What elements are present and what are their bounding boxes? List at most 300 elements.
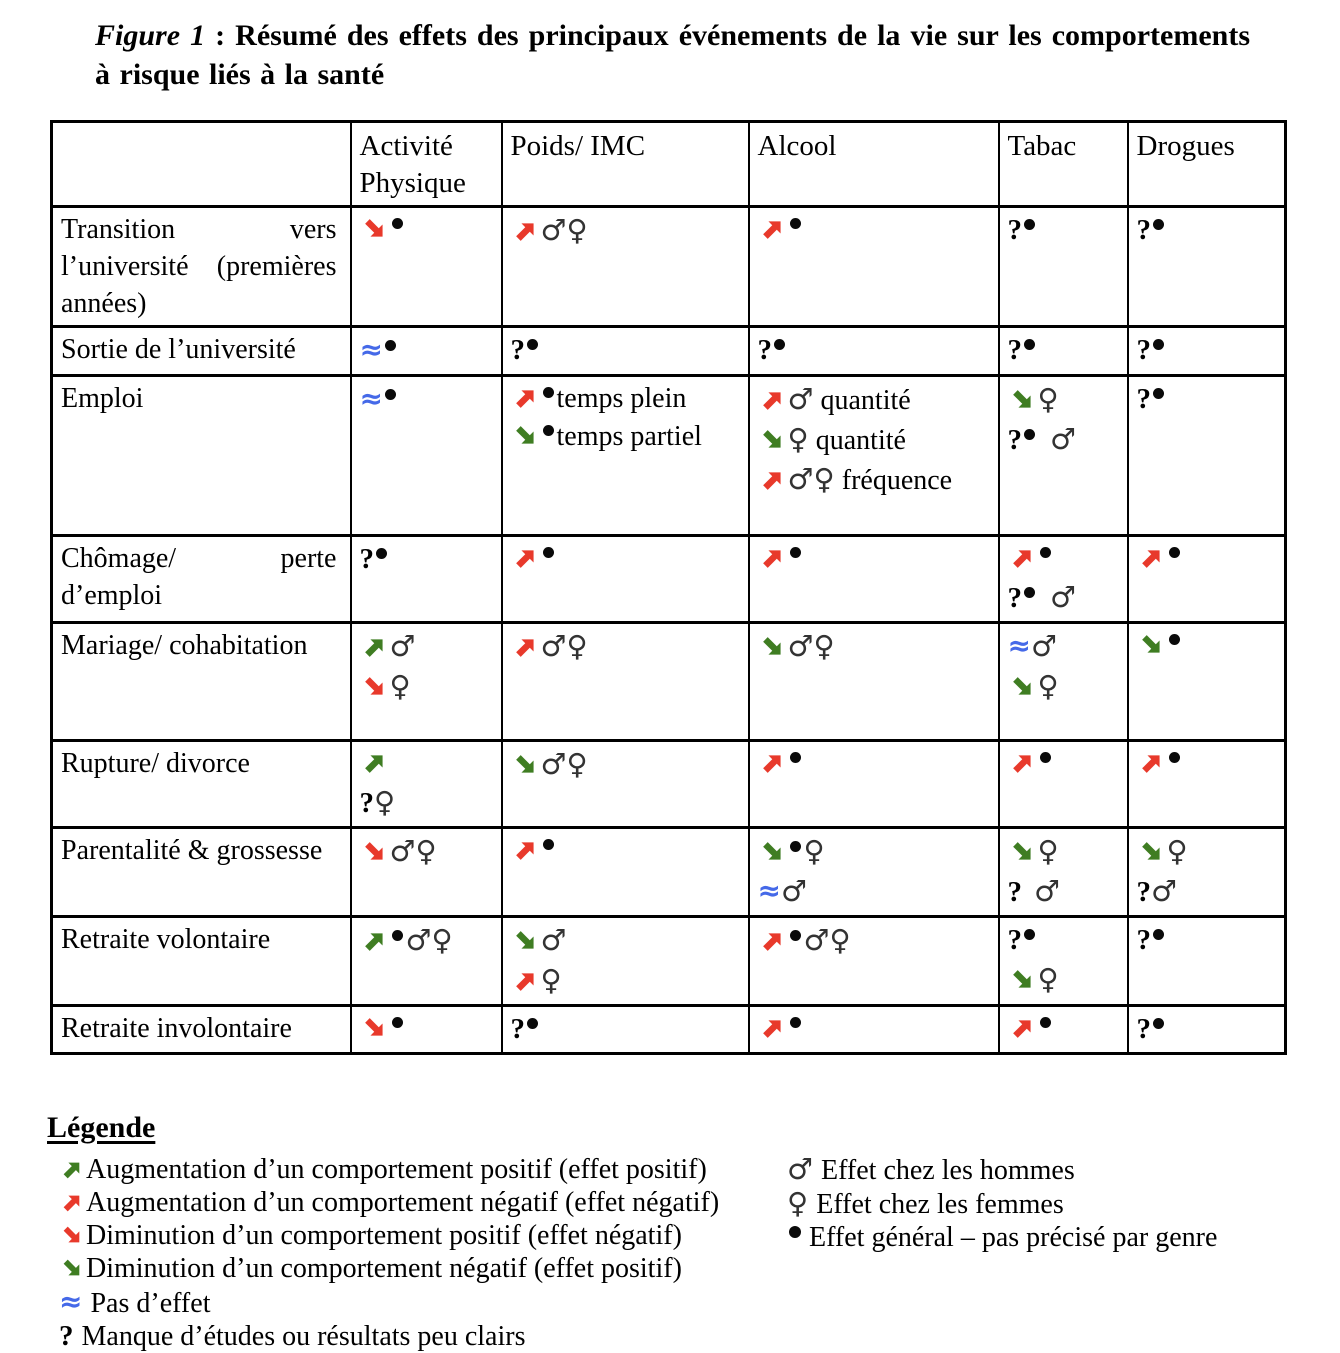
cell-4-3 — [999, 623, 1128, 741]
cell-line — [360, 540, 493, 579]
arrow-up-red-icon — [758, 926, 788, 956]
cell-line — [1137, 331, 1277, 370]
cell-line — [511, 418, 740, 456]
general-effect-dot-icon — [1024, 219, 1035, 230]
cell-0-2 — [749, 207, 999, 327]
male-icon: ♂ — [787, 462, 814, 496]
cell-8-4 — [1128, 1006, 1286, 1054]
arrow-up-red-icon — [511, 835, 541, 865]
arrow-down-green-icon — [758, 837, 788, 867]
cell-line — [1008, 667, 1119, 707]
arrow-down-green-icon — [1137, 837, 1167, 867]
cell-4-2 — [749, 623, 999, 741]
approx-icon: ≈ — [1007, 629, 1031, 662]
cell-line — [758, 627, 990, 667]
cell-line — [758, 1010, 990, 1048]
arrow-down-red-icon — [360, 1013, 390, 1043]
general-effect-dot-icon — [1040, 1017, 1051, 1028]
question-mark: ? — [1007, 582, 1022, 614]
cell-line — [758, 380, 990, 420]
general-effect-dot-icon — [790, 218, 801, 229]
cell-line — [1137, 211, 1277, 250]
cell-line — [758, 745, 990, 783]
cell-line — [1137, 832, 1277, 872]
cell-2-1 — [502, 376, 749, 536]
question-mark: ? — [359, 787, 374, 819]
arrow-down-green-icon — [1008, 385, 1038, 415]
cell-8-1 — [502, 1006, 749, 1054]
female-icon: ♀ — [1037, 962, 1059, 996]
cell-line — [360, 783, 493, 823]
legend-left-column — [47, 1153, 759, 1353]
general-effect-dot-icon — [1153, 339, 1164, 350]
arrow-up-red-icon — [1008, 543, 1038, 573]
legend-columns — [47, 1153, 1340, 1353]
arrow-up-red-icon — [758, 748, 788, 778]
cell-line — [1008, 211, 1119, 250]
approx-icon: ≈ — [59, 1285, 83, 1318]
cell-text: temps partiel — [556, 421, 702, 452]
general-effect-dot-icon — [1024, 429, 1035, 440]
cell-line — [511, 745, 740, 785]
arrow-down-red-icon — [360, 214, 390, 244]
arrow-down-green-icon — [1008, 837, 1038, 867]
row-label: Sortie de l’université — [52, 327, 351, 376]
cell-6-0 — [351, 828, 502, 917]
figure-title — [95, 16, 1250, 94]
cell-line — [1008, 420, 1119, 460]
column-header: Drogues — [1128, 122, 1286, 207]
legend-title: Légende — [47, 1111, 156, 1144]
female-icon: ♀ — [1166, 834, 1188, 868]
legend-item — [787, 1187, 1217, 1221]
arrow-down-red-icon — [360, 837, 390, 867]
arrow-up-red-icon — [511, 632, 541, 662]
legend-item-text: Pas d’effet — [90, 1288, 211, 1319]
legend-item — [59, 1186, 759, 1219]
arrow-up-red-icon — [1008, 1013, 1038, 1043]
general-effect-dot-icon — [527, 339, 538, 350]
female-icon: ♀ — [787, 1186, 809, 1220]
male-icon: ♂ — [1034, 874, 1060, 908]
cell-line — [1008, 380, 1119, 420]
arrow-down-green-icon — [1137, 630, 1167, 660]
cell-7-0 — [351, 917, 502, 1006]
table-row — [52, 623, 1286, 741]
arrow-down-green-icon — [511, 421, 541, 451]
legend-item-text: Manque d’études ou résultats peu clairs — [81, 1321, 526, 1352]
general-effect-dot-icon — [1024, 587, 1035, 598]
cell-line — [1008, 540, 1119, 578]
female-icon: ♀ — [813, 629, 835, 663]
cell-line — [360, 211, 493, 249]
female-icon: ♀ — [803, 834, 825, 868]
general-effect-dot-icon — [1153, 388, 1164, 399]
general-effect-dot-icon — [790, 930, 801, 941]
figure-title-separator: : — [205, 19, 236, 52]
female-icon: ♀ — [415, 834, 437, 868]
male-icon: ♂ — [1050, 580, 1076, 614]
female-icon: ♀ — [566, 747, 588, 781]
approx-icon: ≈ — [359, 382, 383, 415]
cell-line — [360, 380, 493, 420]
cell-5-0 — [351, 741, 502, 828]
row-label: Rupture/ divorce — [52, 741, 351, 828]
row-label: Retraite involontaire — [52, 1006, 351, 1054]
arrow-down-red-icon — [59, 1222, 86, 1249]
cell-6-4 — [1128, 828, 1286, 917]
corner-cell — [52, 122, 351, 207]
general-effect-dot-icon — [543, 387, 554, 398]
female-icon: ♀ — [829, 923, 851, 957]
male-icon: ♂ — [540, 629, 567, 663]
arrow-down-green-icon — [511, 926, 541, 956]
question-mark: ? — [1007, 424, 1022, 456]
legend-right-column — [759, 1153, 1217, 1254]
arrow-up-green-icon — [360, 926, 390, 956]
legend-item — [59, 1285, 759, 1320]
arrow-down-green-icon — [1008, 965, 1038, 995]
cell-line — [1008, 1010, 1119, 1048]
cell-line — [1137, 540, 1277, 578]
cell-4-0 — [351, 623, 502, 741]
header-row — [52, 122, 1286, 207]
question-mark: ? — [1007, 334, 1022, 366]
male-icon: ♂ — [1030, 629, 1057, 663]
cell-3-4 — [1128, 536, 1286, 623]
question-mark: ? — [757, 334, 772, 366]
male-icon: ♂ — [1050, 422, 1076, 456]
question-mark: ? — [1007, 924, 1022, 956]
general-effect-dot-icon — [392, 930, 403, 941]
legend — [47, 1111, 1340, 1353]
cell-1-2 — [749, 327, 999, 376]
female-icon: ♀ — [540, 963, 562, 997]
cell-1-1 — [502, 327, 749, 376]
arrow-up-red-icon — [758, 543, 788, 573]
cell-0-1 — [502, 207, 749, 327]
female-icon: ♀ — [1037, 382, 1059, 416]
female-icon: ♀ — [566, 213, 588, 247]
cell-7-4 — [1128, 917, 1286, 1006]
arrow-up-red-icon — [1008, 748, 1038, 778]
legend-item — [59, 1320, 759, 1353]
general-effect-dot-icon — [789, 1226, 801, 1238]
arrow-up-red-icon — [1137, 543, 1167, 573]
general-effect-dot-icon — [385, 389, 396, 400]
cell-line — [360, 667, 493, 707]
question-mark: ? — [510, 334, 525, 366]
question-mark: ? — [1136, 1013, 1151, 1045]
male-icon: ♂ — [540, 923, 567, 957]
row-label: Mariage/ cohabitation — [52, 623, 351, 741]
arrow-up-green-icon — [360, 748, 390, 778]
arrow-up-red-icon — [758, 385, 788, 415]
cell-line — [511, 627, 740, 667]
general-effect-dot-icon — [1169, 752, 1180, 763]
effects-table — [50, 120, 1287, 1055]
row-label: Emploi — [52, 376, 351, 536]
cell-line — [1137, 627, 1277, 665]
cell-7-2 — [749, 917, 999, 1006]
general-effect-dot-icon — [790, 841, 801, 852]
cell-3-3 — [999, 536, 1128, 623]
cell-line — [360, 1010, 493, 1048]
question-mark: ? — [1136, 383, 1151, 415]
question-mark: ? — [1007, 214, 1022, 246]
cell-line — [758, 460, 990, 500]
cell-line — [1008, 331, 1119, 370]
cell-text: quantité — [808, 425, 906, 456]
table-row — [52, 1006, 1286, 1054]
general-effect-dot-icon — [790, 1017, 801, 1028]
arrow-up-red-icon — [511, 383, 541, 413]
legend-item — [59, 1219, 759, 1252]
column-header: Poids/ IMC — [502, 122, 749, 207]
row-label: Chômage/ perte d’emploi — [52, 536, 351, 623]
legend-item-text: Effet chez les femmes — [816, 1189, 1064, 1220]
cell-line — [1137, 1010, 1277, 1049]
question-mark: ? — [1136, 334, 1151, 366]
cell-line — [360, 832, 493, 872]
column-header: Alcool — [749, 122, 999, 207]
cell-4-4 — [1128, 623, 1286, 741]
cell-4-1 — [502, 623, 749, 741]
legend-item-text: Diminution d’un comportement positif (effet négatif) — [86, 1220, 682, 1251]
cell-line — [1137, 380, 1277, 419]
general-effect-dot-icon — [543, 547, 554, 558]
cell-line — [360, 627, 493, 667]
female-icon: ♀ — [1037, 834, 1059, 868]
table-row — [52, 741, 1286, 828]
general-effect-dot-icon — [543, 425, 554, 436]
cell-line — [1008, 872, 1119, 912]
table-row — [52, 917, 1286, 1006]
cell-8-2 — [749, 1006, 999, 1054]
cell-text: temps plein — [556, 383, 687, 414]
cell-line — [511, 540, 740, 578]
cell-line — [1137, 872, 1277, 912]
cell-line — [511, 961, 740, 1001]
cell-text: fréquence — [834, 465, 953, 496]
female-icon: ♀ — [813, 462, 835, 496]
arrow-down-red-icon — [360, 672, 390, 702]
cell-line — [511, 211, 740, 251]
arrow-down-green-icon — [511, 750, 541, 780]
figure-label: Figure 1 — [95, 19, 206, 52]
male-icon: ♂ — [787, 382, 814, 416]
arrow-down-green-icon — [1008, 672, 1038, 702]
row-label: Transition vers l’université (premières années) — [52, 207, 351, 327]
cell-2-2 — [749, 376, 999, 536]
male-icon: ♂ — [540, 747, 567, 781]
cell-line — [758, 420, 990, 460]
table-row — [52, 828, 1286, 917]
cell-line — [360, 921, 493, 961]
column-header: Activité Physique — [351, 122, 502, 207]
general-effect-dot-icon — [1153, 1018, 1164, 1029]
general-effect-dot-icon — [1169, 547, 1180, 558]
cell-line — [758, 540, 990, 578]
cell-2-0 — [351, 376, 502, 536]
row-label: Retraite volontaire — [52, 917, 351, 1006]
cell-line — [1008, 578, 1119, 618]
general-effect-dot-icon — [543, 839, 554, 850]
cell-1-4 — [1128, 327, 1286, 376]
cell-3-0 — [351, 536, 502, 623]
legend-item — [59, 1153, 759, 1186]
female-icon: ♀ — [374, 785, 396, 819]
male-icon: ♂ — [787, 1152, 813, 1186]
cell-8-0 — [351, 1006, 502, 1054]
cell-3-1 — [502, 536, 749, 623]
question-mark: ? — [1136, 214, 1151, 246]
cell-5-3 — [999, 741, 1128, 828]
cell-7-3 — [999, 917, 1128, 1006]
cell-5-1 — [502, 741, 749, 828]
legend-item-text: Effet général – pas précisé par genre — [809, 1222, 1218, 1253]
male-icon: ♂ — [389, 629, 416, 663]
question-mark: ? — [59, 1320, 74, 1352]
arrow-down-green-icon — [758, 425, 788, 455]
cell-line — [1137, 921, 1277, 960]
arrow-up-red-icon — [59, 1189, 86, 1216]
male-icon: ♂ — [405, 923, 432, 957]
general-effect-dot-icon — [774, 339, 785, 350]
cell-line — [360, 745, 493, 783]
cell-line — [1008, 832, 1119, 872]
arrow-up-red-icon — [758, 214, 788, 244]
general-effect-dot-icon — [1040, 547, 1051, 558]
cell-5-2 — [749, 741, 999, 828]
female-icon: ♀ — [566, 629, 588, 663]
cell-7-1 — [502, 917, 749, 1006]
cell-6-1 — [502, 828, 749, 917]
cell-line — [758, 832, 990, 872]
cell-line — [1008, 745, 1119, 783]
cell-text: quantité — [813, 385, 911, 416]
table-row — [52, 376, 1286, 536]
male-icon: ♂ — [1151, 874, 1177, 908]
table-header — [52, 122, 1286, 207]
table-row — [52, 207, 1286, 327]
cell-line — [758, 921, 990, 961]
general-effect-dot-icon — [1024, 929, 1035, 940]
male-icon: ♂ — [787, 629, 814, 663]
table-row — [52, 327, 1286, 376]
table-body — [52, 207, 1286, 1054]
cell-line — [360, 331, 493, 371]
general-effect-dot-icon — [1153, 929, 1164, 940]
male-icon: ♂ — [389, 834, 416, 868]
question-mark: ? — [510, 1013, 525, 1045]
cell-line — [511, 331, 740, 370]
question-mark: ? — [359, 543, 374, 575]
arrow-up-red-icon — [511, 543, 541, 573]
table-row — [52, 536, 1286, 623]
cell-0-3 — [999, 207, 1128, 327]
general-effect-dot-icon — [392, 1017, 403, 1028]
general-effect-dot-icon — [376, 548, 387, 559]
approx-icon: ≈ — [359, 333, 383, 366]
cell-line — [1137, 745, 1277, 783]
female-icon: ♀ — [431, 923, 453, 957]
cell-3-2 — [749, 536, 999, 623]
question-mark: ? — [1136, 924, 1151, 956]
legend-item-text: Diminution d’un comportement négatif (effet positif) — [86, 1253, 682, 1284]
legend-item-text: Augmentation d’un comportement négatif (effet négatif) — [86, 1187, 720, 1218]
legend-item-text: Augmentation d’un comportement positif (effet positif) — [86, 1154, 707, 1185]
general-effect-dot-icon — [385, 340, 396, 351]
cell-line — [1008, 960, 1119, 1000]
cell-1-3 — [999, 327, 1128, 376]
arrow-down-green-icon — [758, 632, 788, 662]
approx-icon: ≈ — [757, 874, 781, 907]
male-icon: ♂ — [540, 213, 567, 247]
cell-8-3 — [999, 1006, 1128, 1054]
figure-title-text: Résumé des effets des principaux événements de la vie sur les comportements à risque liés à la santé — [95, 19, 1250, 91]
question-mark: ? — [1136, 876, 1151, 908]
cell-2-3 — [999, 376, 1128, 536]
legend-item — [787, 1153, 1217, 1187]
arrow-up-red-icon — [758, 1013, 788, 1043]
cell-line — [511, 380, 740, 418]
legend-item-text: Effet chez les hommes — [821, 1155, 1075, 1186]
cell-line — [758, 331, 990, 370]
arrow-up-red-icon — [511, 216, 541, 246]
cell-line — [1008, 921, 1119, 960]
female-icon: ♀ — [389, 669, 411, 703]
arrow-up-red-icon — [511, 966, 541, 996]
female-icon: ♀ — [1037, 669, 1059, 703]
cell-0-0 — [351, 207, 502, 327]
cell-line — [511, 921, 740, 961]
arrow-up-green-icon — [59, 1156, 86, 1183]
column-header: Tabac — [999, 122, 1128, 207]
arrow-down-green-icon — [59, 1255, 86, 1282]
cell-line — [758, 211, 990, 249]
cell-5-4 — [1128, 741, 1286, 828]
cell-line — [1008, 627, 1119, 667]
cell-6-2 — [749, 828, 999, 917]
arrow-up-red-icon — [758, 465, 788, 495]
question-mark: ? — [1007, 876, 1022, 908]
legend-item — [59, 1252, 759, 1285]
general-effect-dot-icon — [392, 218, 403, 229]
cell-line — [511, 1010, 740, 1049]
general-effect-dot-icon — [1153, 219, 1164, 230]
cell-1-0 — [351, 327, 502, 376]
cell-line — [511, 832, 740, 870]
male-icon: ♂ — [780, 874, 807, 908]
general-effect-dot-icon — [1024, 339, 1035, 350]
arrow-up-red-icon — [1137, 748, 1167, 778]
arrow-up-green-icon — [360, 632, 390, 662]
general-effect-dot-icon — [1040, 752, 1051, 763]
cell-0-4 — [1128, 207, 1286, 327]
general-effect-dot-icon — [1169, 634, 1180, 645]
general-effect-dot-icon — [790, 547, 801, 558]
cell-line — [758, 872, 990, 912]
general-effect-dot-icon — [790, 752, 801, 763]
legend-item — [787, 1221, 1217, 1254]
cell-6-3 — [999, 828, 1128, 917]
male-icon: ♂ — [803, 923, 830, 957]
general-effect-dot-icon — [527, 1018, 538, 1029]
row-label: Parentalité & grossesse — [52, 828, 351, 917]
cell-2-4 — [1128, 376, 1286, 536]
female-icon: ♀ — [787, 422, 809, 456]
